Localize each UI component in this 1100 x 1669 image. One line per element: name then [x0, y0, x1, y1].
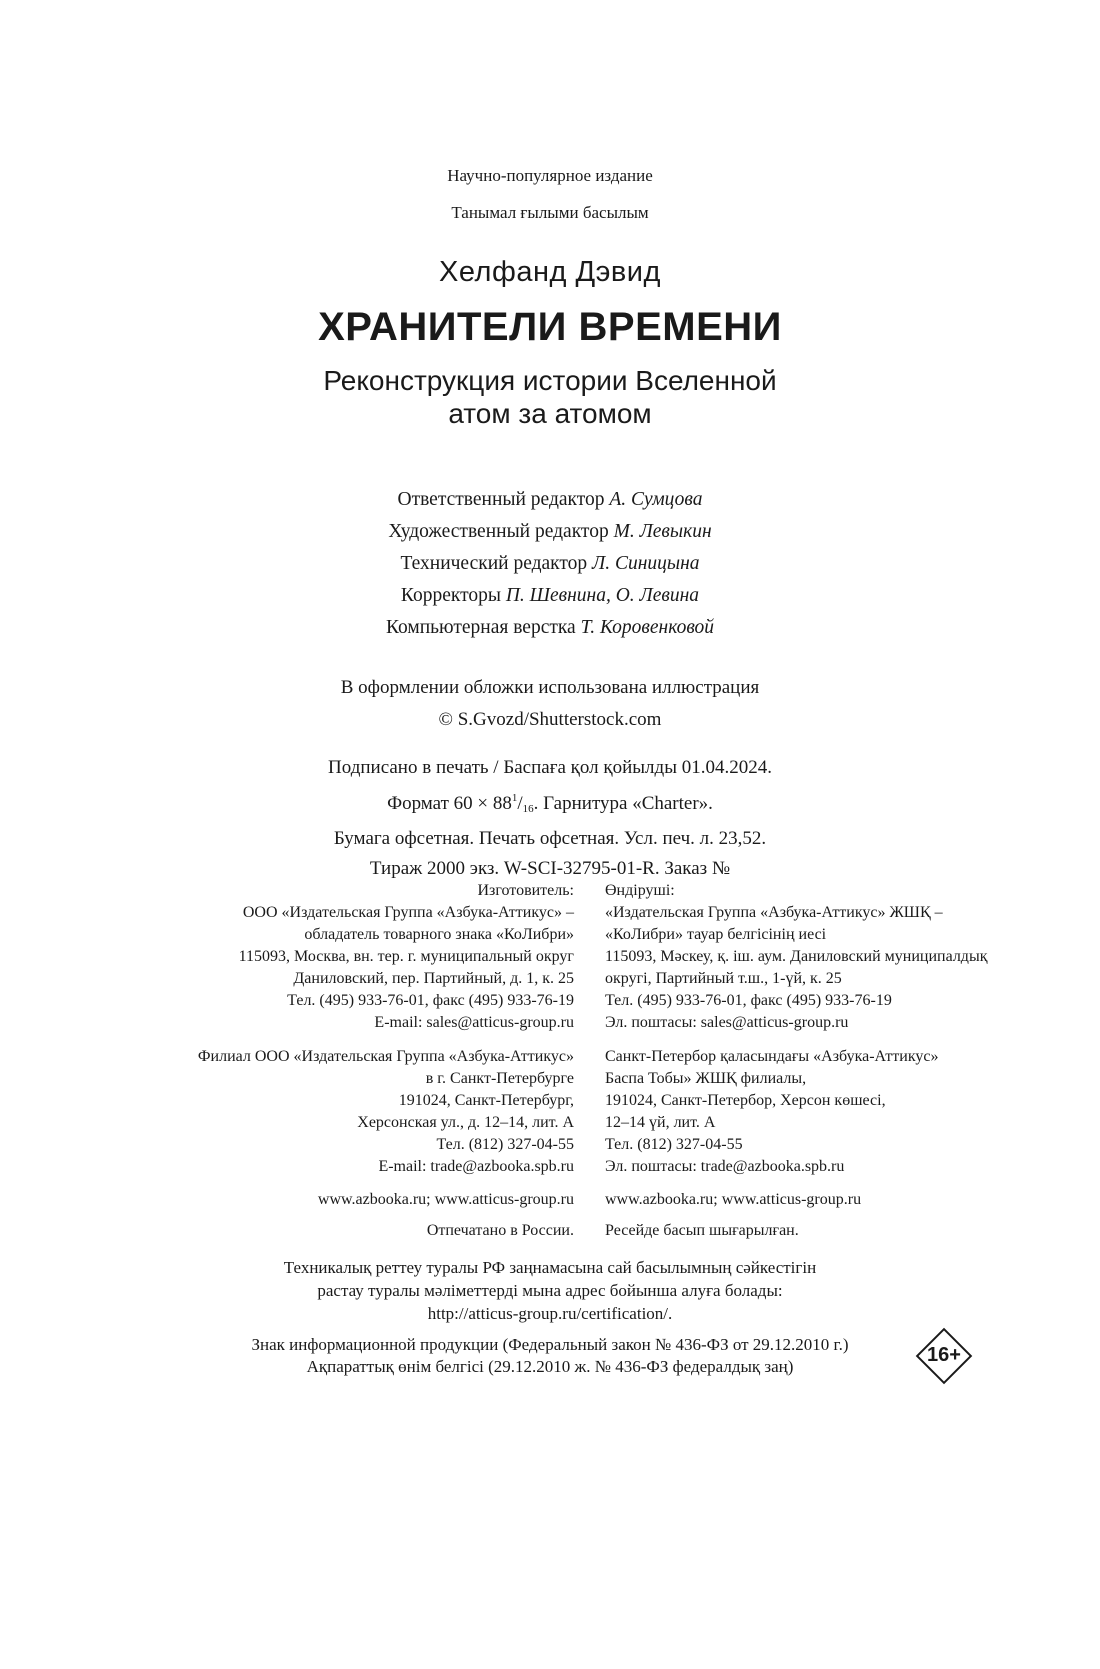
- format-denominator: 16: [522, 803, 534, 815]
- credit-line: [0, 516, 1100, 548]
- book-subtitle: [0, 364, 1100, 430]
- website-kazakh: www.azbooka.ru; www.atticus-group.ru: [605, 1191, 862, 1208]
- credit-line: [0, 612, 1100, 644]
- address-line: Даниловский, пер. Партийный, д. 1, к. 25: [293, 970, 574, 987]
- format-numerator: 1: [511, 792, 518, 804]
- address-line: Тел. (812) 327-04-55: [605, 1136, 743, 1153]
- credit-line: [0, 548, 1100, 580]
- address-line: ООО «Издательская Группа «Азбука-Аттикус» –: [242, 904, 574, 921]
- print-details: [0, 753, 1100, 884]
- credit-line: [0, 580, 1100, 612]
- print-run: Тираж 2000 экз. W-SCI-32795-01-R. Заказ №: [369, 858, 731, 879]
- address-line: 115093, Москва, вн. тер. г. муниципальный округ: [238, 948, 574, 965]
- genre-russian: Научно-популярное издание: [447, 166, 653, 185]
- address-line: Санкт-Петербор қаласындағы «Азбука-Аттикус»: [605, 1048, 939, 1065]
- credit-line: [0, 484, 1100, 516]
- credit-role: Художественный редактор: [388, 521, 609, 542]
- print-format: [0, 783, 1100, 824]
- address-line: Изготовитель:: [477, 882, 574, 899]
- format-prefix: Формат 60 × 88: [387, 793, 512, 814]
- address-line: Эл. поштасы: sales@atticus-group.ru: [605, 1014, 849, 1031]
- cover-note-line: © S.Gvozd/Shutterstock.com: [438, 709, 662, 730]
- address-line: округі, Партийный т.ш., 1-үй, к. 25: [605, 970, 842, 987]
- address-line: Баспа Тобы» ЖШҚ филиалы,: [605, 1070, 807, 1087]
- address-line: 115093, Мәскеу, қ. іш. аум. Даниловский муниципалдық: [605, 948, 988, 965]
- address-line: Тел. (812) 327-04-55: [436, 1136, 574, 1153]
- manufacturer-russian: [239, 880, 574, 1034]
- credit-role: Корректоры: [400, 585, 501, 606]
- credits-block: [0, 484, 1100, 644]
- credit-name: Л. Синицына: [592, 553, 700, 574]
- credit-role: Ответственный редактор: [397, 489, 605, 510]
- address-line: Тел. (495) 933-76-01, факс (495) 933-76-19: [287, 992, 574, 1009]
- cover-note-line: В оформлении обложки использована иллюстрация: [340, 677, 760, 698]
- address-line: Өндіруші:: [605, 882, 675, 899]
- format-slash: /: [517, 793, 523, 814]
- credit-name: Т. Коровенковой: [580, 617, 715, 638]
- cert-line: Техникалық реттеу туралы РФ заңнамасына сай басылымның сәйкестігін: [283, 1258, 817, 1277]
- credit-name: М. Левыкин: [613, 521, 712, 542]
- subtitle-line: Реконструкция истории Вселенной: [323, 365, 777, 396]
- branch-russian: [198, 1046, 574, 1178]
- address-line: Эл. поштасы: trade@azbooka.spb.ru: [605, 1158, 845, 1175]
- print-signed: Подписано в печать / Баспаға қол қойылды 01.04.2024.: [328, 757, 772, 778]
- address-line: «Издательская Группа «Азбука-Аттикус» ЖШҚ –: [605, 904, 943, 921]
- sign-line: Знак информационной продукции (Федеральный закон № 436-ФЗ от 29.12.2010 г.): [251, 1335, 849, 1354]
- credit-name: А. Сумцова: [609, 489, 703, 510]
- cover-illustration-note: [0, 672, 1100, 736]
- printed-in-kazakh: Ресейде басып шығарылған.: [605, 1222, 799, 1239]
- address-line: в г. Санкт-Петербурге: [425, 1070, 574, 1087]
- format-suffix: . Гарнитура «Charter».: [533, 793, 713, 814]
- age-rating-text: 16+: [927, 1344, 961, 1366]
- age-rating-badge: [914, 1326, 974, 1386]
- address-line: E-mail: sales@atticus-group.ru: [374, 1014, 574, 1031]
- book-title: ХРАНИТЕЛИ ВРЕМЕНИ: [318, 305, 782, 349]
- credit-role: Компьютерная верстка: [385, 617, 576, 638]
- author-name: Хелфанд Дэвид: [439, 256, 661, 288]
- address-line: «КоЛибри» тауар белгісінің иесі: [605, 926, 827, 943]
- address-line: Филиал ООО «Издательская Группа «Азбука-Аттикус»: [197, 1048, 574, 1065]
- cert-line: растау туралы мәліметтерді мына адрес бойынша алуға болады:: [317, 1281, 783, 1300]
- branch-kazakh: [605, 1046, 939, 1178]
- address-line: 12–14 үй, лит. А: [605, 1114, 716, 1131]
- printed-in-russian: Отпечатано в России.: [426, 1222, 574, 1239]
- subtitle-line: атом за атомом: [448, 398, 652, 429]
- address-line: Херсонская ул., д. 12–14, лит. А: [357, 1114, 574, 1131]
- manufacturer-kazakh: [605, 880, 987, 1034]
- website-russian: www.azbooka.ru; www.atticus-group.ru: [317, 1191, 574, 1208]
- sign-line: Ақпараттық өнім белгісі (29.12.2010 ж. № 436-ФЗ федералдық заң): [306, 1357, 794, 1376]
- address-line: E-mail: trade@azbooka.spb.ru: [378, 1158, 574, 1175]
- credit-role: Технический редактор: [400, 553, 588, 574]
- certification-note: [0, 1256, 1100, 1325]
- address-line: обладатель товарного знака «КоЛибри»: [304, 926, 574, 943]
- address-line: 191024, Санкт-Петербург,: [398, 1092, 574, 1109]
- credit-name: П. Шевнина, О. Левина: [505, 585, 700, 606]
- address-line: Тел. (495) 933-76-01, факс (495) 933-76-19: [605, 992, 892, 1009]
- genre-kazakh: Танымал ғылыми басылым: [451, 203, 649, 222]
- print-paper: Бумага офсетная. Печать офсетная. Усл. печ. л. 23,52.: [333, 828, 767, 849]
- address-line: 191024, Санкт-Петербор, Херсон көшесі,: [605, 1092, 886, 1109]
- cert-url: http://atticus-group.ru/certification/.: [427, 1304, 673, 1323]
